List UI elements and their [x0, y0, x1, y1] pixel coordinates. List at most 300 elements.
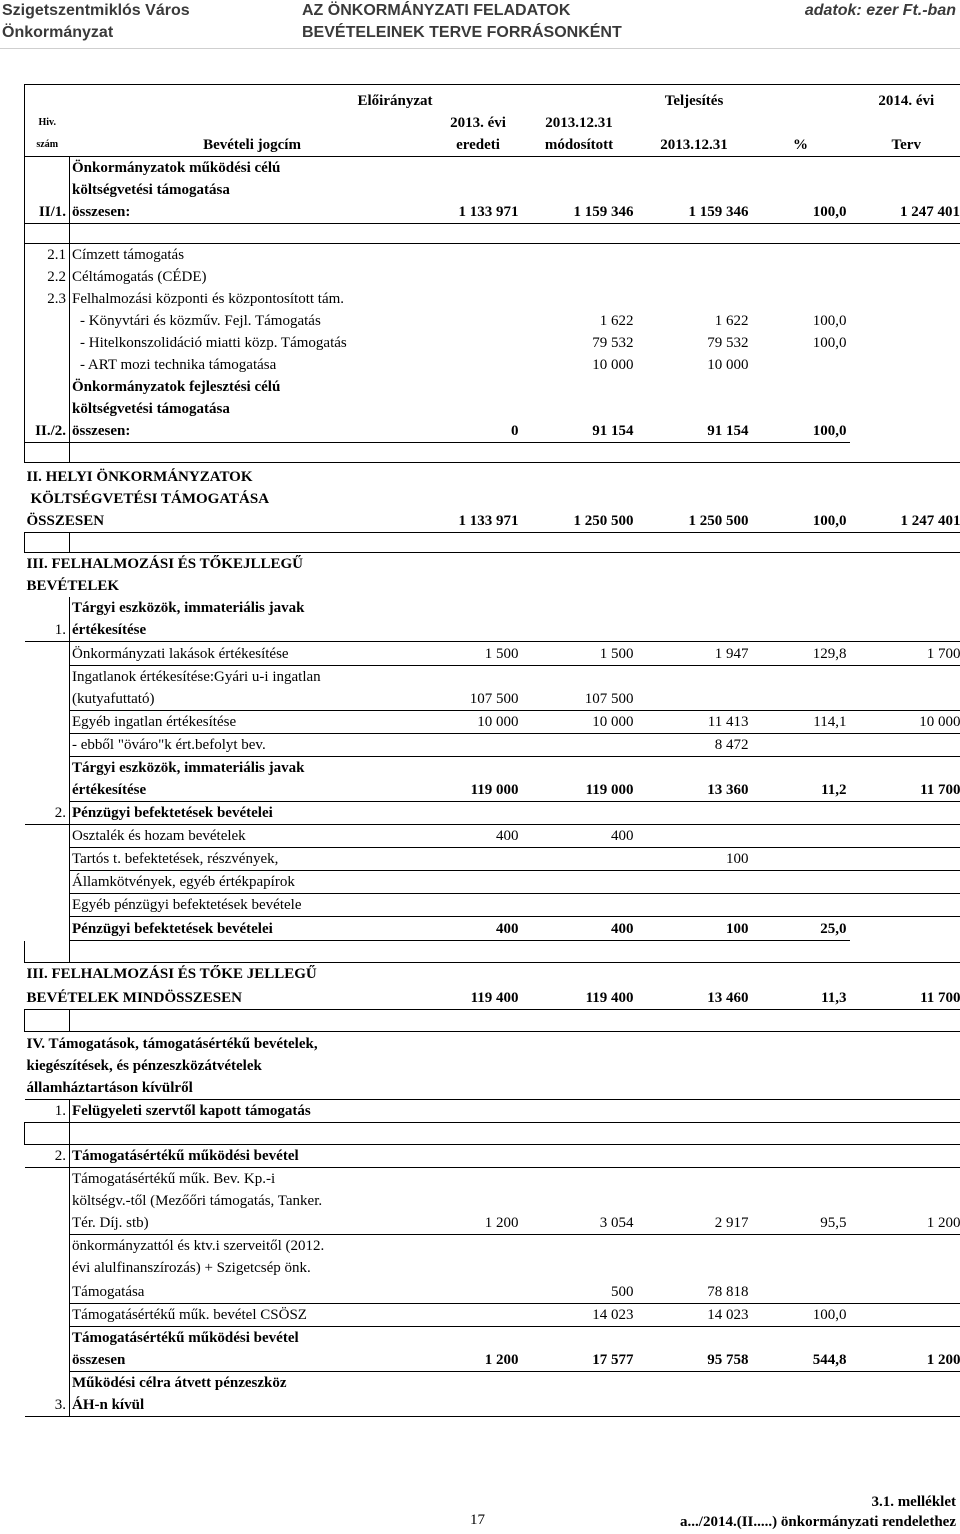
- table-cell: [850, 310, 960, 332]
- table-cell: [435, 1077, 522, 1100]
- table-cell: [522, 266, 637, 288]
- table-cell: KÖLTSÉGVETÉSI TÁMOGATÁSA: [30, 491, 270, 507]
- table-cell: 25,0: [752, 917, 850, 941]
- table-cell: [850, 376, 960, 398]
- table-cell: [850, 848, 960, 871]
- table-cell: [637, 802, 752, 825]
- table-cell: 100: [637, 848, 752, 871]
- table-cell: [25, 398, 70, 420]
- table-cell: [522, 1371, 637, 1394]
- table-cell: [850, 1394, 960, 1417]
- table-cell: [25, 848, 70, 871]
- table-cell: 91 154: [522, 420, 637, 443]
- table-cell: [25, 310, 70, 332]
- table-cell: [752, 825, 850, 848]
- table-cell: [637, 1145, 752, 1168]
- table-cell: [637, 553, 752, 576]
- table-cell: [637, 757, 752, 780]
- table-row: [25, 575, 960, 597]
- table-cell: [435, 1123, 522, 1145]
- table-cell: [850, 288, 960, 310]
- table-cell: [752, 553, 850, 576]
- table-cell: [637, 825, 752, 848]
- table-cell: [850, 533, 960, 553]
- table-cell: [435, 666, 522, 689]
- table-cell: [25, 779, 70, 802]
- table-cell: [25, 941, 70, 963]
- table-cell: [752, 1371, 850, 1394]
- table-cell: [25, 354, 70, 376]
- table-cell: [522, 223, 637, 243]
- table-cell: [850, 1145, 960, 1168]
- table-cell: 544,8: [752, 1349, 850, 1372]
- table-cell: [752, 266, 850, 288]
- table-cell: [435, 1145, 522, 1168]
- table-cell: [850, 1100, 960, 1123]
- table-cell: [752, 354, 850, 376]
- table-cell: [637, 1123, 752, 1145]
- spacer-row: [25, 442, 960, 462]
- table-cell: [850, 1371, 960, 1394]
- table-cell: [522, 597, 637, 619]
- table-cell: [752, 1257, 850, 1279]
- table-cell: költségvetési támogatása: [70, 179, 435, 201]
- table-cell: [850, 1279, 960, 1303]
- table-row: [25, 619, 960, 642]
- table-row: [25, 510, 960, 533]
- table-cell: 1 200: [435, 1212, 522, 1235]
- table-cell: [70, 1123, 435, 1145]
- table-cell: [637, 376, 752, 398]
- table-cell: [850, 1077, 960, 1100]
- table-cell: 14 023: [637, 1303, 752, 1326]
- table-cell: [435, 266, 522, 288]
- table-cell: 2.1: [25, 243, 70, 266]
- table-cell: Egyéb pénzügyi befektetések bevétele: [70, 894, 435, 917]
- table-cell: [850, 332, 960, 354]
- table-cell: [752, 243, 850, 266]
- table-cell: ÖSSZESEN: [25, 510, 435, 533]
- table-cell: [25, 179, 70, 201]
- table-cell: [25, 666, 70, 689]
- table-cell: [70, 533, 435, 553]
- table-cell: 1 622: [599, 312, 634, 329]
- table-cell: [25, 917, 70, 941]
- table-cell: értékesítése: [70, 779, 435, 802]
- table-cell: [522, 243, 637, 266]
- table-cell: [522, 376, 637, 398]
- table-cell: [850, 398, 960, 420]
- table-cell: [752, 1009, 850, 1031]
- table-cell: Tárgyi eszközök, immateriális javak: [70, 757, 435, 780]
- table-cell: [522, 1100, 637, 1123]
- document-title-line2: BEVÉTELEINEK TERVE FORRÁSONKÉNT: [302, 24, 622, 41]
- table-cell: Céltámogatás (CÉDE): [70, 266, 435, 288]
- table-cell: [637, 941, 752, 963]
- table-cell: [25, 894, 70, 917]
- table-cell: [435, 1235, 522, 1258]
- table-cell: 100,0: [752, 201, 850, 224]
- table-cell: [850, 420, 960, 443]
- table-cell: Egyéb ingatlan értékesítése: [70, 711, 435, 734]
- table-cell: [637, 619, 752, 642]
- table-cell: 1 250 500: [637, 510, 752, 533]
- table-cell: Működési célra átvett pénzeszköz: [70, 1371, 435, 1394]
- table-row: [25, 1394, 960, 1417]
- table-cell: 1.: [25, 1100, 70, 1123]
- table-row: [25, 288, 960, 310]
- table-row: [25, 1303, 960, 1326]
- table-cell: 79 532: [592, 334, 634, 351]
- table-cell: 79 532: [707, 334, 749, 351]
- table-cell: [70, 223, 435, 243]
- table-cell: [25, 376, 70, 398]
- table-cell: [752, 848, 850, 871]
- table-cell: 100,0: [752, 510, 850, 533]
- table-cell: [637, 179, 752, 201]
- table-cell: [435, 848, 522, 871]
- col-szazalek: %: [752, 134, 850, 157]
- table-cell: [637, 688, 752, 711]
- table-cell: [522, 1190, 637, 1212]
- decree-label: a.../2014.(II.....) önkormányzati rendelethez: [680, 1514, 956, 1530]
- table-cell: [435, 575, 522, 597]
- table-cell: Pénzügyi befektetések bevételei: [70, 802, 435, 825]
- table-cell: [25, 1279, 70, 1303]
- table-cell: [522, 462, 637, 488]
- table-cell: 100,0: [752, 1303, 850, 1326]
- table-cell: [522, 802, 637, 825]
- table-cell: 100: [637, 917, 752, 941]
- table-cell: Pénzügyi befektetések bevételei: [70, 917, 435, 941]
- table-cell: [850, 354, 960, 376]
- table-cell: [522, 941, 637, 963]
- table-cell: [25, 711, 70, 734]
- table-cell: [25, 1326, 70, 1349]
- table-cell: költségvetési támogatása: [70, 398, 435, 420]
- table-cell: [435, 553, 522, 576]
- table-cell: [752, 871, 850, 894]
- table-cell: [752, 1168, 850, 1191]
- table-cell: [435, 85, 522, 112]
- table-row: [25, 398, 960, 420]
- table-cell: [25, 1009, 70, 1031]
- table-cell: [850, 1303, 960, 1326]
- table-cell: [522, 1235, 637, 1258]
- table-cell: [435, 757, 522, 780]
- header-row-1: [25, 112, 960, 134]
- table-row: [25, 802, 960, 825]
- table-cell: [522, 757, 637, 780]
- table-cell: 1 200: [850, 1212, 960, 1235]
- table-cell: [850, 1190, 960, 1212]
- table-cell: 100,0: [812, 334, 847, 351]
- table-cell: [850, 266, 960, 288]
- municipality-name-line2: Önkormányzat: [2, 24, 114, 41]
- table-cell: - Könyvtári és közműv. Fejl. Támogatás: [70, 310, 435, 332]
- table-cell: [637, 488, 752, 510]
- table-cell: 2.2: [25, 266, 70, 288]
- table-cell: BEVÉTELEK MINDÖSSZESEN: [25, 985, 435, 1009]
- table-row: [25, 1279, 960, 1303]
- table-row: [25, 1371, 960, 1394]
- table-cell: [522, 734, 637, 757]
- table-row: [25, 1190, 960, 1212]
- table-row: [25, 1257, 960, 1279]
- table-row: [25, 376, 960, 398]
- table-row: [25, 894, 960, 917]
- table-cell: [752, 288, 850, 310]
- table-cell: II/1.: [25, 201, 70, 224]
- table-cell: [850, 619, 960, 642]
- table-cell: 2.3: [25, 288, 70, 310]
- table-cell: 78 818: [637, 1279, 752, 1303]
- table-cell: [752, 1394, 850, 1417]
- table-row: [25, 201, 960, 224]
- table-cell: Önkormányzatok működési célú: [70, 156, 435, 179]
- col-eredeti-line1: 2013. évi: [450, 114, 506, 131]
- table-cell: összesen:: [70, 201, 435, 224]
- table-cell: [522, 1009, 637, 1031]
- revenue-table: [24, 84, 960, 1417]
- table-cell: [25, 734, 70, 757]
- table-cell: [435, 332, 522, 354]
- table-cell: [752, 1326, 850, 1349]
- table-cell: Támogatásértékű működési bevétel: [70, 1145, 435, 1168]
- table-cell: [522, 1168, 637, 1191]
- table-cell: [435, 1100, 522, 1123]
- table-cell: Tér. Díj. stb): [70, 1212, 435, 1235]
- table-cell: [850, 666, 960, 689]
- table-cell: [752, 1279, 850, 1303]
- spacer-row: [25, 1123, 960, 1145]
- col-group-2014: 2014. évi: [850, 85, 960, 112]
- col-eredeti-line2: eredeti: [435, 134, 522, 157]
- table-cell: 1 247 401: [850, 201, 960, 224]
- table-cell: [752, 442, 850, 462]
- table-cell: 2.: [25, 802, 70, 825]
- table-cell: 114,1: [752, 711, 850, 734]
- table-cell: 1.: [25, 619, 70, 642]
- table-cell: [435, 462, 522, 488]
- table-cell: 119 000: [522, 779, 637, 802]
- table-cell: Tartós t. befektetések, részvények,: [70, 848, 435, 871]
- table-cell: [25, 825, 70, 848]
- table-cell: [25, 223, 70, 243]
- table-cell: [637, 1190, 752, 1212]
- table-cell: 10 000: [435, 711, 522, 734]
- table-cell: - ART mozi technika támogatása: [70, 354, 435, 376]
- table-cell: [522, 1145, 637, 1168]
- table-cell: [637, 243, 752, 266]
- table-cell: önkormányzattól és ktv.i szerveitől (2012.: [70, 1235, 435, 1258]
- table-cell: [752, 963, 850, 986]
- table-cell: [435, 354, 522, 376]
- table-row: [25, 1077, 960, 1100]
- table-cell: [752, 1100, 850, 1123]
- table-cell: 107 500: [522, 688, 637, 711]
- table-row: [25, 917, 960, 941]
- table-cell: [752, 1235, 850, 1258]
- table-cell: [850, 734, 960, 757]
- table-cell: összesen:: [70, 420, 435, 443]
- table-cell: [435, 398, 522, 420]
- table-cell: [637, 1326, 752, 1349]
- table-cell: 400: [522, 917, 637, 941]
- table-cell: [522, 1394, 637, 1417]
- table-row: [25, 757, 960, 780]
- municipality-name-line1: Szigetszentmiklós Város: [2, 2, 190, 19]
- table-row: [25, 825, 960, 848]
- table-cell: [435, 941, 522, 963]
- table-cell: 95 758: [637, 1349, 752, 1372]
- table-cell: [435, 1055, 522, 1077]
- table-cell: 400: [435, 917, 522, 941]
- spacer-row: [25, 533, 960, 553]
- col-hiv: Hiv.: [25, 112, 70, 134]
- table-cell: 3 054: [522, 1212, 637, 1235]
- table-cell: államháztartáson kívülről: [25, 1077, 435, 1100]
- table-row: [25, 963, 960, 986]
- table-cell: Felhalmozási központi és központosított tám.: [70, 288, 435, 310]
- table-cell: [850, 597, 960, 619]
- table-cell: 1 200: [850, 1349, 960, 1372]
- table-row: [25, 266, 960, 288]
- table-cell: Felügyeleti szervtől kapott támogatás: [70, 1100, 435, 1123]
- table-cell: [850, 802, 960, 825]
- table-cell: [25, 871, 70, 894]
- table-cell: (kutyafuttató): [70, 688, 435, 711]
- table-cell: 1 700: [850, 642, 960, 666]
- table-row: [25, 156, 960, 179]
- header-group-row: [25, 85, 960, 112]
- table-cell: értékesítése: [70, 619, 435, 642]
- table-cell: [637, 1009, 752, 1031]
- table-row: [25, 332, 960, 354]
- table-cell: [637, 1235, 752, 1258]
- table-cell: [752, 734, 850, 757]
- table-cell: [752, 1031, 850, 1055]
- table-cell: 10 000: [592, 356, 634, 373]
- table-row: [25, 642, 960, 666]
- table-cell: [435, 243, 522, 266]
- table-cell: [25, 1349, 70, 1372]
- spacer-row: [25, 941, 960, 963]
- table-cell: [637, 1168, 752, 1191]
- table-cell: [637, 963, 752, 986]
- table-cell: [752, 1123, 850, 1145]
- table-cell: [752, 757, 850, 780]
- table-cell: Támogatásértékű műk. Bev. Kp.-i: [70, 1168, 435, 1191]
- table-cell: [752, 802, 850, 825]
- header-row-2: [25, 134, 960, 157]
- table-cell: [435, 179, 522, 201]
- table-cell: 119 400: [522, 985, 637, 1009]
- table-cell: [522, 963, 637, 986]
- table-cell: [752, 688, 850, 711]
- table-cell: [752, 666, 850, 689]
- table-cell: [522, 871, 637, 894]
- col-terv: Terv: [850, 134, 960, 157]
- table-cell: [637, 1077, 752, 1100]
- table-cell: [522, 619, 637, 642]
- table-row: [25, 848, 960, 871]
- table-cell: 11 413: [637, 711, 752, 734]
- table-cell: [522, 533, 637, 553]
- spacer-row: [25, 223, 960, 243]
- table-cell: [25, 156, 70, 179]
- table-row: [25, 1212, 960, 1235]
- table-cell: [850, 1326, 960, 1349]
- table-cell: 1 200: [435, 1349, 522, 1372]
- table-cell: [850, 917, 960, 941]
- table-cell: [435, 802, 522, 825]
- table-cell: [850, 1168, 960, 1191]
- table-cell: 1 947: [637, 642, 752, 666]
- table-cell: [637, 894, 752, 917]
- table-cell: 91 154: [637, 420, 752, 443]
- table-cell: [752, 619, 850, 642]
- table-cell: [70, 442, 435, 462]
- table-cell: 1 133 971: [435, 201, 522, 224]
- table-cell: [25, 757, 70, 780]
- table-cell: 3.: [25, 1394, 70, 1417]
- table-row: [25, 985, 960, 1009]
- col-group-eloiranyzat: Előirányzat: [70, 85, 435, 112]
- table-cell: 10 000: [522, 711, 637, 734]
- table-cell: 13 460: [637, 985, 752, 1009]
- table-cell: [637, 266, 752, 288]
- units-note: adatok: ezer Ft.-ban: [804, 2, 956, 19]
- table-cell: [637, 112, 752, 134]
- table-cell: [637, 462, 752, 488]
- table-cell: [850, 1009, 960, 1031]
- table-cell: [752, 575, 850, 597]
- table-cell: [637, 597, 752, 619]
- table-cell: [637, 1031, 752, 1055]
- table-cell: költségv.-től (Mezőőri támogatás, Tanker.: [70, 1190, 435, 1212]
- table-cell: 8 472: [637, 734, 752, 757]
- table-cell: [435, 310, 522, 332]
- table-cell: [850, 1055, 960, 1077]
- table-cell: Támogatásértékű működési bevétel: [70, 1326, 435, 1349]
- table-cell: [435, 1326, 522, 1349]
- table-row: [25, 871, 960, 894]
- table-cell: Önkormányzatok fejlesztési célú: [70, 376, 435, 398]
- table-cell: [850, 488, 960, 510]
- table-cell: [435, 1190, 522, 1212]
- spacer-row: [25, 1009, 960, 1031]
- table-cell: Támogatásértékű műk. bevétel CSÖSZ: [70, 1303, 435, 1326]
- col-jogcim: Bevételi jogcím: [70, 134, 435, 157]
- table-cell: 0: [435, 420, 522, 443]
- table-cell: [850, 894, 960, 917]
- table-cell: [637, 1100, 752, 1123]
- table-cell: [637, 1371, 752, 1394]
- table-row: [25, 666, 960, 689]
- table-cell: [752, 462, 850, 488]
- table-cell: [850, 112, 960, 134]
- table-cell: [850, 462, 960, 488]
- col-modositott-line2: módosított: [522, 134, 637, 157]
- table-cell: [435, 871, 522, 894]
- table-cell: [850, 963, 960, 986]
- table-cell: [752, 376, 850, 398]
- table-cell: [752, 488, 850, 510]
- table-cell: [435, 533, 522, 553]
- table-row: [25, 779, 960, 802]
- table-cell: [522, 156, 637, 179]
